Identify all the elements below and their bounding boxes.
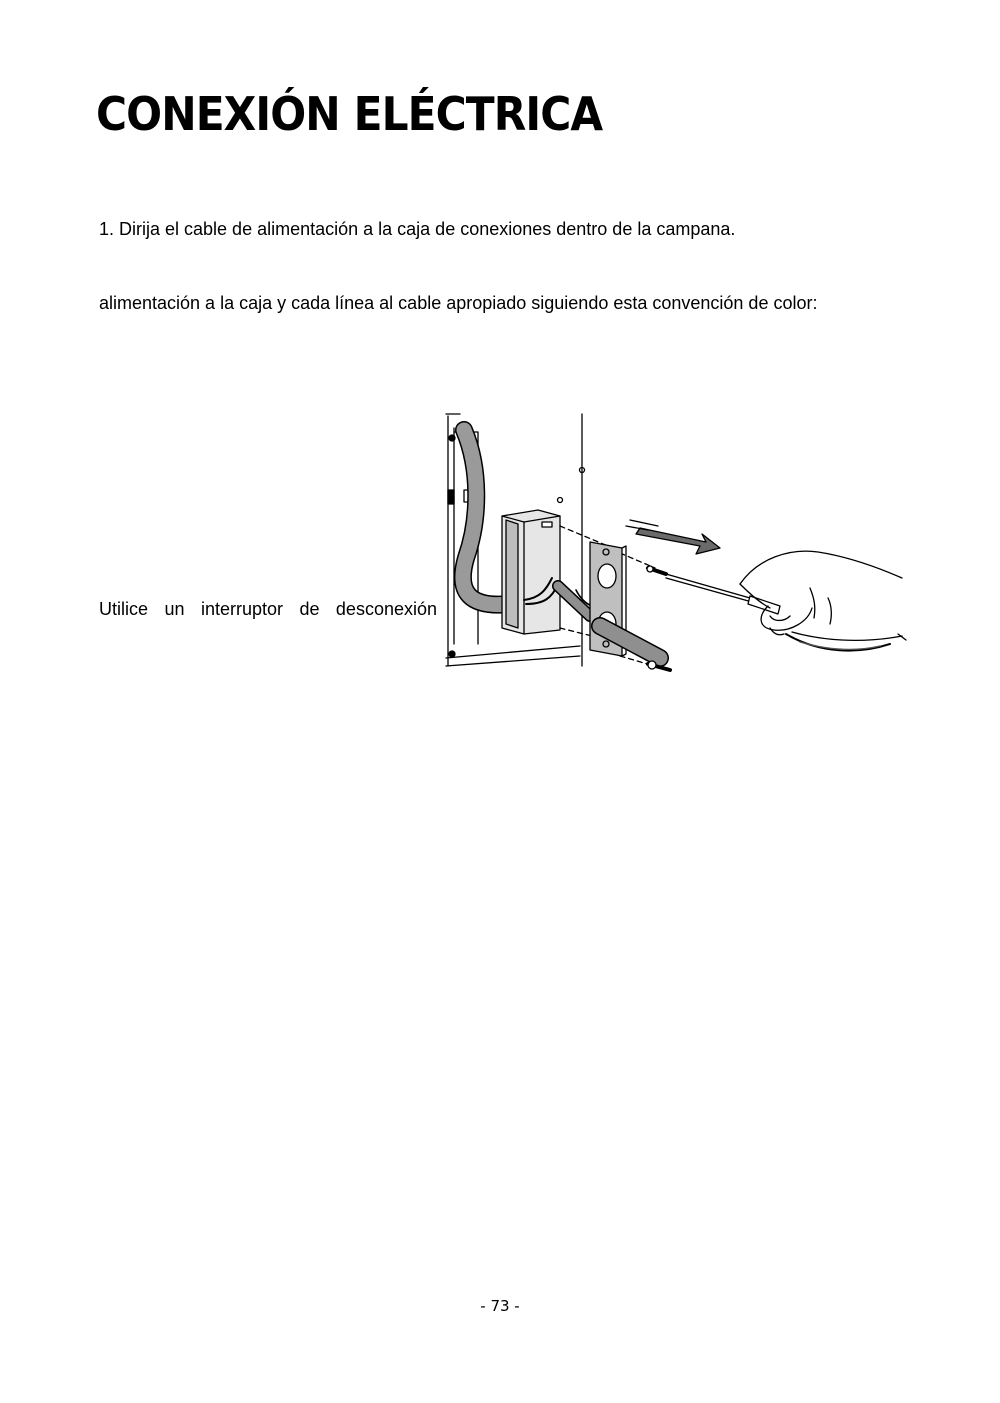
page-title: CONEXIÓN ELÉCTRICA: [96, 87, 603, 141]
screw-top: [647, 566, 666, 574]
direction-arrow: [626, 520, 720, 554]
instruction-color-convention: alimentación a la caja y cada línea al cable apropiado siguiendo esta convención de color:: [99, 293, 818, 313]
screwdriver: [666, 574, 780, 614]
instruction-disconnect-switch: Utilice un interruptor de desconexión: [99, 599, 437, 619]
junction-box-illustration: [440, 408, 910, 683]
page-number: - 73 -: [480, 1297, 520, 1315]
instruction-step-1: 1. Dirija el cable de alimentación a la caja de conexiones dentro de la campana.: [99, 219, 736, 239]
junction-box: [502, 510, 560, 634]
